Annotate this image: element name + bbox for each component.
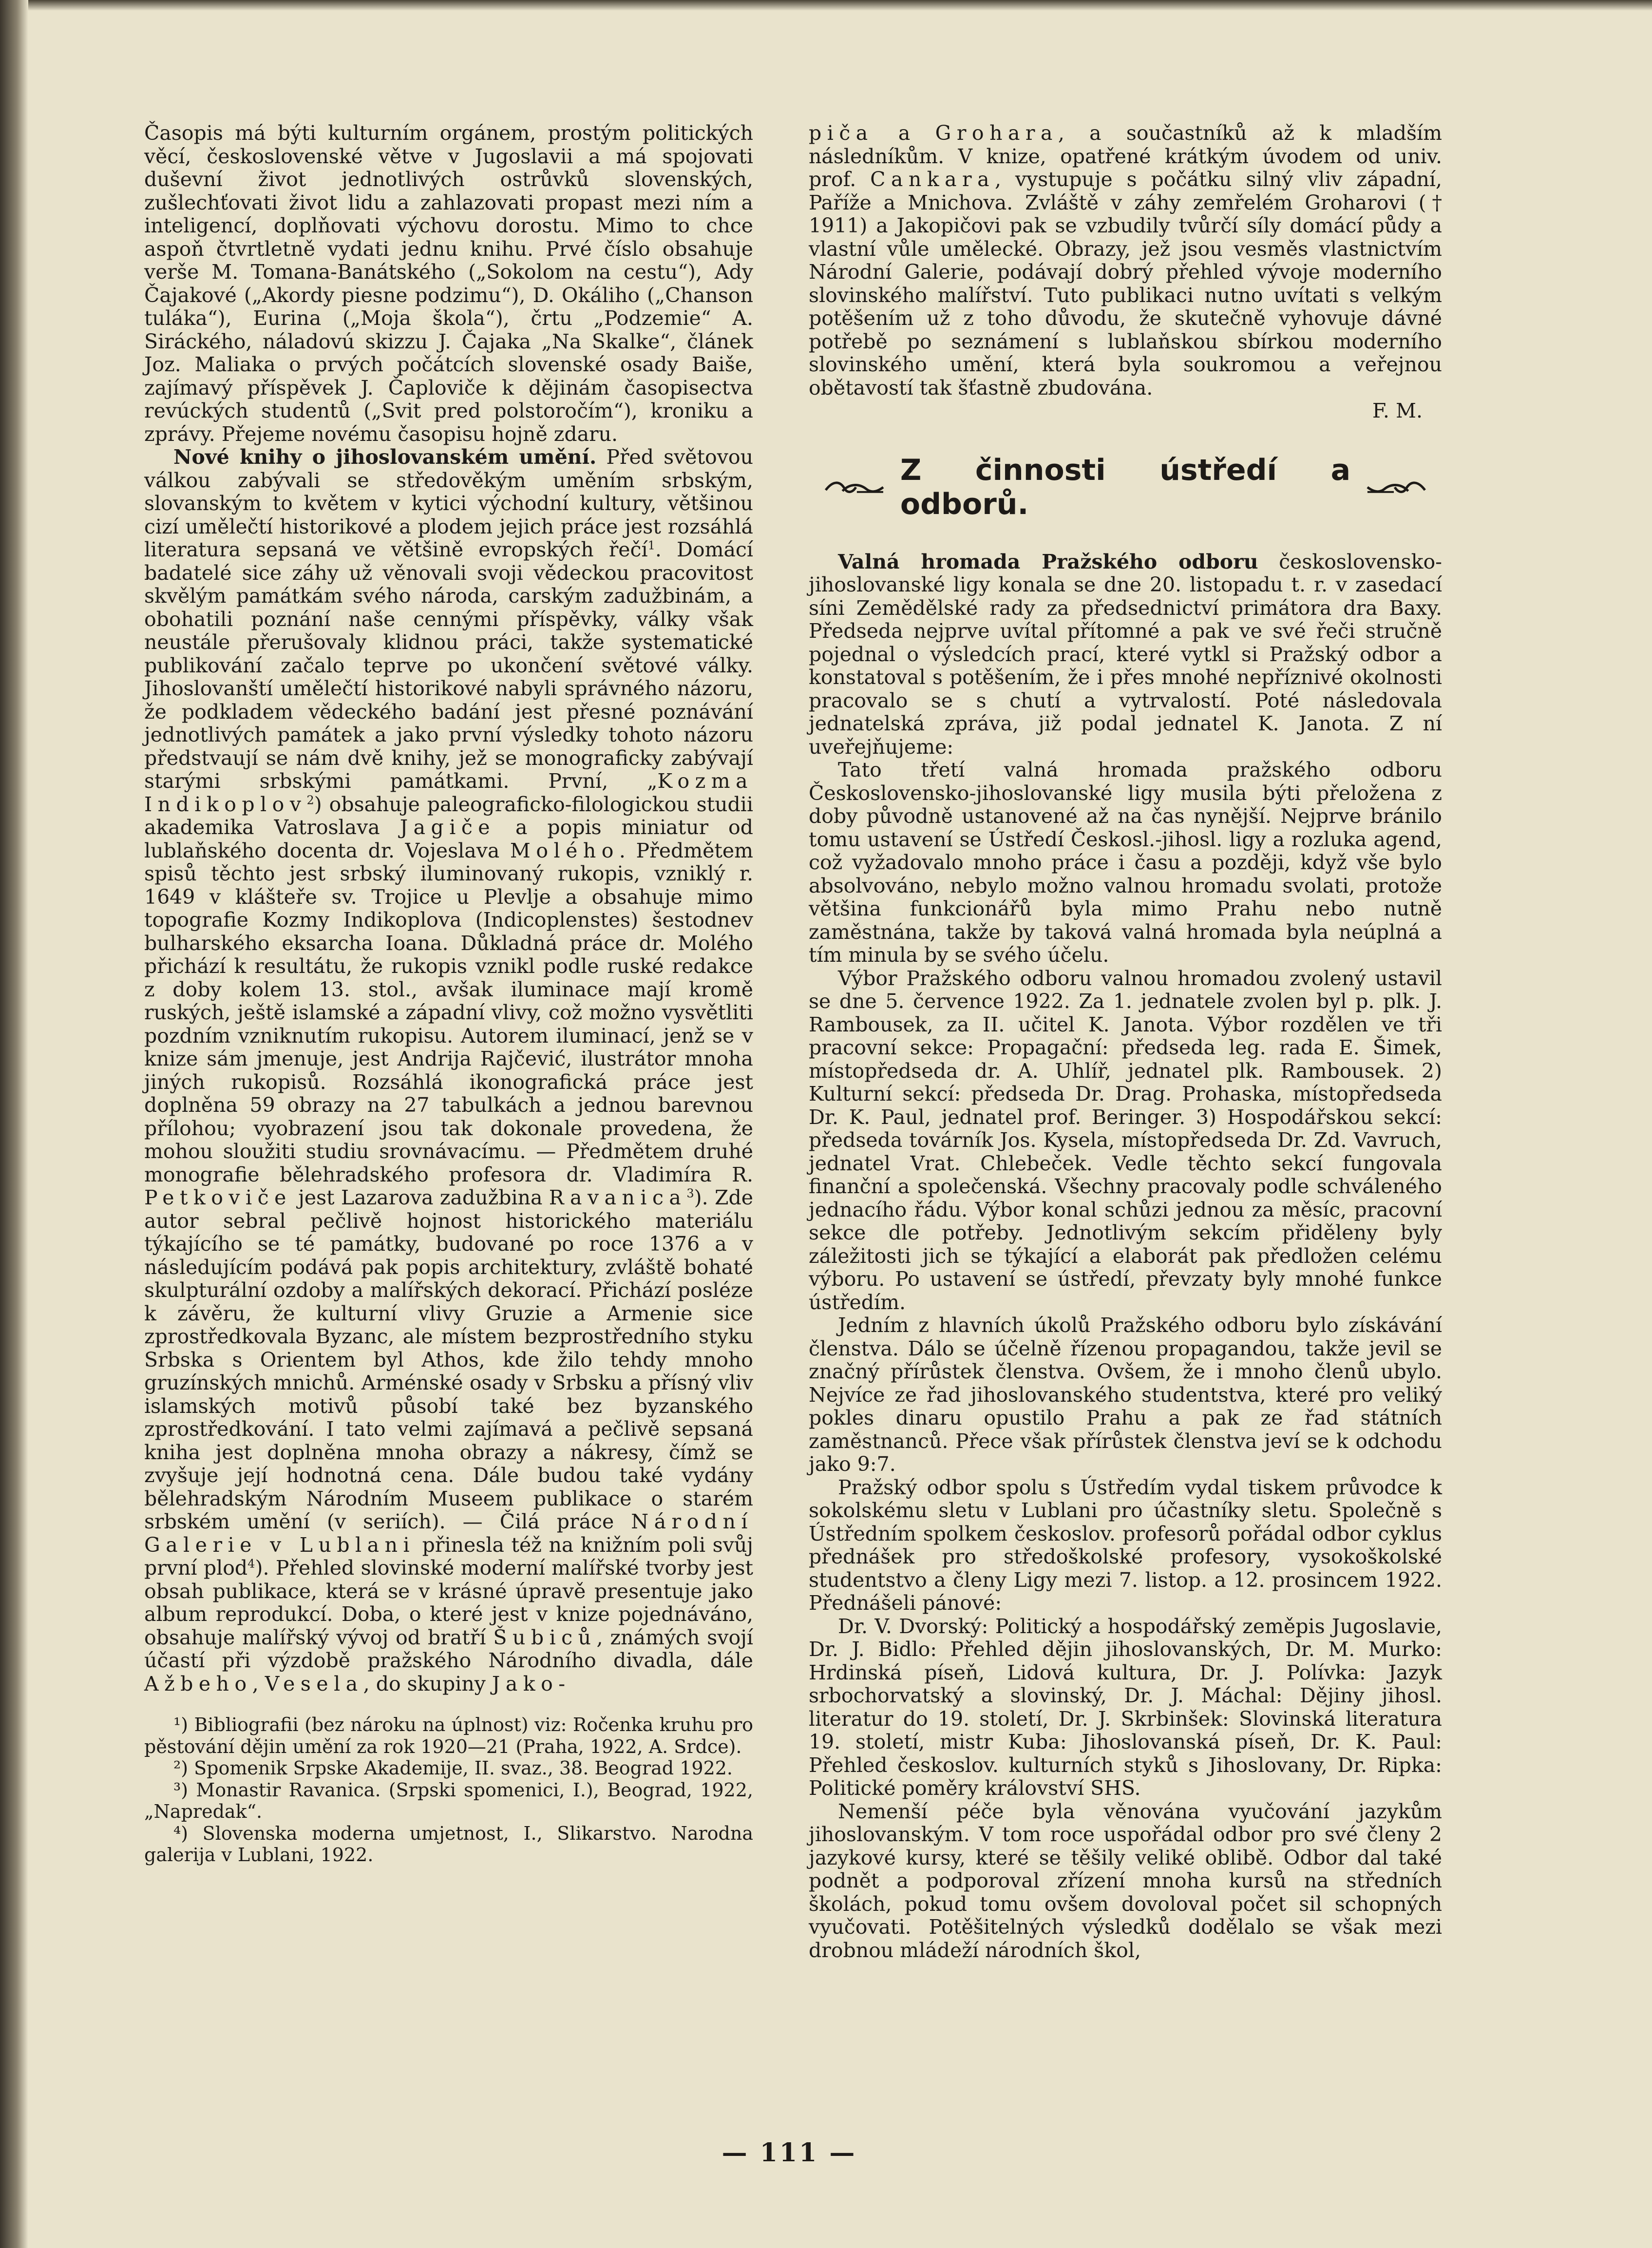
paragraph-text: , a součastníků až k mladším následníkům. V knize, opatřené krátkým úvodem od univ. prof. (809, 121, 1442, 191)
new-books-paragraph (144, 446, 753, 1696)
spaced-name: Molého (510, 838, 619, 862)
spaced-name: Ažbeho (144, 1672, 252, 1696)
spaced-name: Cankara (870, 168, 995, 191)
paragraph-text: jest Lazarova zadužbina (291, 1186, 549, 1209)
paragraph-text: . Předmětem spisů těchto jest srbský iluminovaný rukopis, vzniklý r. 1649 v klášteře sv. Trojice u Plevlje a obsahuje mimo topografie Kozmy Indikoplova (Indicoplenstes) šestodnev bulharského eksarcha Ioana. Důkladná práce dr. Molého přichází k resultátu, že rukopis vznikl podle ruské redakce z doby kolem 13. stol., avšak iluminace mají kromě ruských, ještě islamské a západní vlivy, což možno vysvětliti pozdním vzniknutím rukopisu. Autorem iluminací, jenž se v knize sám jmenuje, jest Andrija Rajčević, ilustrátor mnoha jiných rukopisů. Rozsáhlá ikonografická práce jest doplněna 59 obrazy na 27 tabulkách a jednou barevnou přílohou; vyobrazení jsou tak dokonale provedena, že mohou sloužiti studiu srovnávacímu. — Předmětem druhé monografie bělehradského profesora dr. Vladimíra R. (144, 838, 753, 1186)
footnote-ref: 4 (247, 1557, 255, 1571)
footnotes (144, 1714, 753, 1866)
page-number: — 111 — (722, 2138, 857, 2168)
review-continuation (809, 122, 1442, 400)
footnote: ²) Spomenik Srpske Akademije, II. svaz., 38. Beograd 1922. (173, 1757, 733, 1779)
paragraph-text: Před světovou válkou zabývali se středověkým uměním srbským, slovanským to květem v kytici východní kultury, většinou cizí umělečtí historikové a plodem jejich práce jest rozsáhlá literatura sepsaná ve většině evropských řečí (144, 445, 753, 561)
spaced-name: Vesela (265, 1672, 363, 1696)
spaced-name: Jako- (492, 1672, 571, 1696)
paragraph-text: , (252, 1672, 265, 1696)
report-paragraph: Pražský odbor spolu s Ústředím vydal tiskem průvodce k sokolskému sletu v Lublani pro účastníky sletu. Společně s Ústředním spolkem českoslov. profesorů pořádal odbor cyklus přednášek pro středoškolské profesory, vysokoškolské studentstvo a členy Ligy mezi 7. listop. a 12. prosincem 1922. Přednášeli pánové: (809, 1475, 1442, 1615)
new-books-heading: Nové knihy o jihoslovanském umění. (173, 445, 597, 469)
lecturers-paragraph: Dr. V. Dvorský: Politický a hospodářský zeměpis Jugoslavie, Dr. J. Bidlo: Přehled dějin jihoslovanských, Dr. M. Murko: Hrdinská píseň, Lidová kultura, Dr. J. Polívka: Jazyk srbochorvatský a slovinský, Dr. J. Máchal: Dějiny jihosl. literatur do 19. století, Dr. J. Skrbinšek: Slovinská literatura 19. století, mistr Kuba: Jihoslovanská píseň, Dr. K. Paul: Přehled českoslov. kulturních styků s Jihoslovany, Dr. Ripka: Politické poměry království SHS. (809, 1614, 1442, 1800)
section-heading (809, 453, 1442, 521)
report-paragraph: Tato třetí valná hromada pražského odboru Československo-jihoslovanské ligy musila býti přeložena z doby původně ustanovené až na čas nynější. Nejprve bránilo tomu ustavení se Ústředí Českosl.-jihosl. ligy a rozluka agend, což vyžadovalo mnoho práce i času a později, když vše bylo absolvováno, nebylo možno valnou hromadu svolati, protože většina funkcionářů byla mimo Prahu nebo nutně zaměstnána, takže by taková valná hromada byla neúplná a tím minula by se svého účelu. (809, 758, 1442, 967)
spaced-name: Šubiců (493, 1625, 597, 1649)
spaced-name: Jagiče (399, 816, 496, 839)
ornament-right-icon (1365, 477, 1427, 497)
report-paragraph: Nemenší péče byla věnována vyučování jazykům jihoslovanským. V tom roce uspořádal odbor pro své členy 2 jazykové kursy, které se těšily veliké oblibě. Odbor dal také podnět a podporoval zřízení mnoha kursů na středních školách, pokud tomu ovšem dovoloval počet sil schopných vyučovati. Potěšitelných výsledků dodělalo se však mezi drobnou mládeží národních škol, (809, 1799, 1442, 1962)
signature-line (809, 400, 1442, 423)
spaced-title: Ravanica (549, 1186, 687, 1209)
paragraph-text: , do skupiny (363, 1672, 492, 1696)
paragraph-text: ). Přehled slovinské moderní malířské tvorby jest obsah publikace, která se v krásné úpravě presentuje jako album reprodukcí. Doba, o které jest v knize pojednáváno, obsahuje malířský vývoj od bratří (144, 1556, 753, 1649)
paragraph-text: ). Zde autor sebral pečlivě hojnost historického materiálu týkajícího se té památky, budované po roce 1376 a v následujícím podává pak popis architektury, zvláště bohaté skulpturální ozdoby a malířských dekorací. Přichází posléze k závěru, že kulturní vlivy Gruzie a Armenie sice zprostředkovala Byzanc, ale místem bezprostředního styku Srbska s Orientem byl Athos, kde žilo tehdy mnoho gruzínských mnichů. Arménské osady v Srbsku a přísný vliv islamských motivů působí také bez byzanského zprostředkování. I tato velmi zajímavá a pečlivě sepsaná kniha jest doplněna mnoha obrazy a nákresy, čímž se zvyšuje její hodnotná cena. Dále budou také vydány bělehradským Národním Museem publikace o starém srbském umění (v seriích). — Čilá práce (144, 1186, 754, 1533)
spaced-name: Petkoviče (144, 1186, 292, 1209)
section-title: Z činnosti ústředí a odborů. (900, 453, 1351, 521)
spaced-name: Národní Galerie v Lublani (144, 1510, 753, 1557)
report-paragraph: Jedním z hlavních úkolů Pražského odboru bylo získávání členstva. Dálo se účelně řízenou propagandou, takže jevil se značný přírůstek členstva. Ovšem, že i mnoho členů ubylo. Nejvíce ze řad jihoslovanského studentstva, které pro veliký pokles dinaru opustilo Prahu a pak ze řad státních zaměstnanců. Přece však přírůstek členstva jeví se k odchodu jako 9:7. (809, 1314, 1442, 1476)
page-shadow-top (0, 0, 1652, 11)
footnote: ⁴) Slovenska moderna umjetnost, I., Slikarstvo. Narodna galerija v Lublani, 1922. (144, 1822, 753, 1866)
paragraph-text: československo-jihoslovanské ligy konala se dne 20. listopadu t. r. v zasedací síni Zemědělské rady za předsednictví primátora dra Baxy. Předseda nejprve uvítal přítomné a pak ve své řeči stručně pojednal o výsledcích prací, které vytkl si Pražský odbor a konstatoval s potěšením, že i přes mnohé nepříznivé okolnosti pracovalo se s chutí a vytrvalostí. Poté následovala jednatelská zpráva, již podal jednatel K. Janota. Z ní uveřejňujeme: (809, 550, 1442, 759)
page-binding-edge (0, 0, 28, 2248)
meeting-report-paragraph (809, 551, 1442, 759)
spaced-title: Kozma Indikoplov (144, 769, 753, 816)
paragraph-text: a popis miniatur od lublaňského docenta dr. Vojeslava (144, 816, 753, 862)
paragraph-text: ) obsahuje paleograficko-filologickou studii akademika Vatroslava (144, 792, 753, 839)
author-signature: F. M. (1372, 399, 1423, 422)
paragraph-text: a (873, 121, 935, 145)
footnote: ¹) Bibliografii (bez nároku na úplnost) viz: Ročenka kruhu pro pěstování dějin umění za rok 1920—21 (Praha, 1922, A. Srdce). (144, 1714, 753, 1757)
report-paragraph: Výbor Pražského odboru valnou hromadou zvolený ustavil se dne 5. července 1922. Za 1. jednatele zvolen byl p. plk. J. Rambousek, za II. učitel K. Janota. Výbor rozdělen ve tři pracovní sekce: Propagační: předseda leg. rada E. Šimek, místopředseda dr. A. Uhlíř, jednatel plk. Rambousek. 2) Kulturní sekcí: předseda Dr. Drag. Prohaska, místopředseda Dr. K. Paul, jednatel prof. Beringer. 3) Hospodářskou sekcí: předseda továrník Jos. Kysela, místopředseda Dr. Zd. Vavruch, jednatel Vrat. Chlebeček. Vedle těchto sekcí fungovala finanční a společenská. Všechny pracovaly podle schváleného jednacího řádu. Výbor konal schůzi jednou za měsíc, pracovní sekce dle potřeby. Jednotlivým sekcím přiděleny byly záležitosti jich se týkající a elaborát pak předložen celému výboru. Po ustavení se ústředí, převzaty byly mnohé funkce ústředím. (809, 966, 1442, 1314)
left-column (144, 122, 753, 1866)
footnote: ³) Monastir Ravanica. (Srpski spomenici, I.), Beograd, 1922, „Napredak“. (144, 1779, 753, 1822)
right-column (809, 122, 1442, 1962)
magazine-review-paragraph: Časopis má býti kulturním orgánem, prostým politických věcí, československé větve v Jugoslavii a má spojovati duševní život jednotlivých ostrůvků slovenských, zušlechťovati život lidu a zahlazovati propast mezi ním a inteligencí, doplňovati výchovu dorostu. Mimo to chce aspoň čtvrtletně vydati jednu knihu. Prvé číslo obsahuje verše M. Tomana-Banátského („Sokolom na cestu“), Ady Čajakové („Akordy piesne podzimu“), D. Okáliho („Chanson tuláka“), Eurina („Moja škola“), črtu „Podzemie“ A. Siráckého, náladovú skizzu J. Čajaka „Na Skalke“, článek Joz. Maliaka o prvých počátcích slovenské osady Baiše, zajímavý příspěvek J. Čaploviče k dějinám časopisectva revúckých studentů („Svit pred polstoročím“), kroniku a zprávy. Přejeme novému časopisu hojně zdaru. (144, 121, 753, 446)
meeting-heading: Valná hromada Pražského odboru (838, 550, 1258, 573)
ornament-left-icon (823, 477, 886, 497)
paragraph-text: . Domácí badatelé sice záhy už věnovali svoji vědeckou pracovitost skvělým památkám svého národa, carským zadužbinám, a obohatili poznání naše cennými příspěvky, války však neustále přerušovaly klidnou práci, takže systematické publikování začalo teprve po ukončení světové války. Jihoslovanští umělečtí historikové nabyli správného názoru, že podkladem vědeckého badání jest přesné poznávání jednotlivých památek a jako první výsledky tohoto názoru předstvaují se nám dvě knihy, jež se monograficky zabývají starými srbskými památkami. První, „ (144, 538, 753, 793)
spaced-name: Grohara (935, 121, 1058, 145)
spaced-name: piča (809, 121, 873, 145)
footnote-ref: 1 (647, 538, 655, 552)
footnote-ref: 2 (306, 793, 314, 807)
paragraph-text: , vystupuje s počátku silný vliv západní, Paříže a Mnichova. Zvláště v záhy zemřelém Groharovi († 1911) a Jakopičovi pak se vzbudily tvůrčí síly domácí půdy a vlastní vůle umělecké. Obrazy, jež jsou vesměs vlastnictvím Národní Galerie, podávají dobrý přehled vývoje moderního slovinského malířství. Tuto publikaci nutno uvítati s velkým potěšením už z toho důvodu, že skutečně vyhovuje dávné potřebě po seznámení s lublaňskou sbírkou moderního slovinského umění, která byla soukromou a veřejnou obětavostí tak šťastně zbudována. (809, 168, 1443, 400)
paragraph-text: přinesla též na knižním poli svůj první plod (144, 1533, 754, 1580)
paragraph-text: , známých svojí účastí při výzdobě pražského Národního divadla, dále (144, 1625, 754, 1672)
footnote-ref: 3 (686, 1186, 694, 1200)
